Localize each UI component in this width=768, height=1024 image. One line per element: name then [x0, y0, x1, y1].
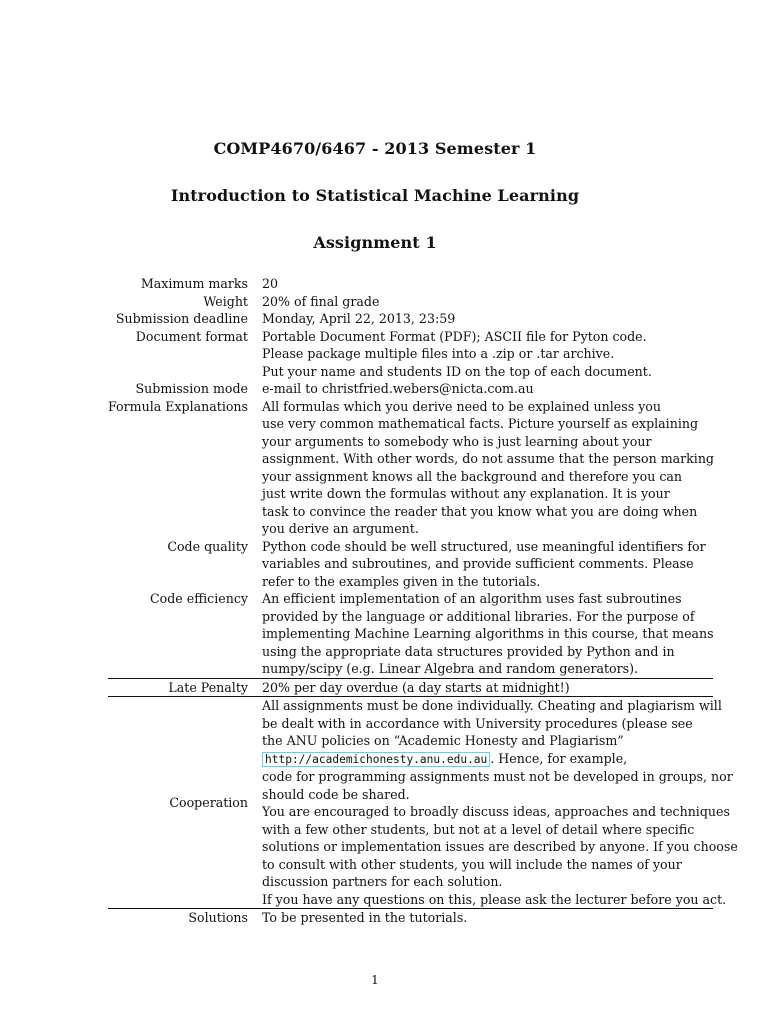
cooperation-text-after [262, 768, 738, 908]
text-line: using the appropriate data structures provided by Python and in [262, 643, 675, 659]
content-quality [262, 538, 713, 591]
row-formula [108, 398, 713, 538]
label-mode: Submission mode [135, 381, 248, 396]
text-line: provided by the language or additional libraries. For the purpose of [262, 608, 695, 624]
page-number: 1 [371, 973, 379, 987]
text-line: be dealt with in accordance with University procedures (please see [262, 715, 693, 731]
label-deadline: Submission deadline [115, 311, 248, 326]
row-quality [108, 538, 713, 591]
label-quality: Code quality [167, 538, 248, 554]
text-line: assignment. With other words, do not assume that the person marking [262, 451, 714, 466]
cooperation-url-line [262, 750, 738, 769]
row-solutions [108, 909, 713, 927]
text-line: use very common mathematical facts. Picture yourself as explaining [262, 416, 699, 431]
label-solutions: Solutions [188, 910, 248, 925]
academic-honesty-link[interactable]: http://academichonesty.anu.edu.au [262, 752, 490, 767]
label-max-marks: Maximum marks [140, 276, 248, 291]
text-line: Please package multiple files into a .zip or .tar archive. [262, 346, 615, 361]
content-solutions [262, 909, 713, 927]
text-line: e-mail to christfried.webers@nicta.com.au [262, 381, 534, 396]
text-line: solutions or implementation issues are described by anyone. If you choose [262, 839, 738, 854]
content-weight [262, 293, 713, 311]
row-mode [108, 380, 713, 398]
text-line: 20% per day overdue (a day starts at midnight!) [262, 679, 570, 695]
text-line: 20% of final grade [262, 293, 380, 309]
text-line: just write down the formulas without any explanation. It is your [262, 486, 670, 501]
text-line: 20 [262, 276, 279, 291]
cooperation-text-before [262, 697, 738, 750]
text-line: If you have any questions on this, please ask the lecturer before you act. [262, 891, 727, 907]
text-line: your arguments to somebody who is just learning about your [262, 433, 652, 449]
text-line: task to convince the reader that you know what you are doing when [262, 503, 698, 519]
content-cooperation [262, 697, 738, 908]
text-line: All assignments must be done individually. Cheating and plagiarism will [262, 698, 722, 713]
text-line: To be presented in the tutorials. [262, 910, 468, 925]
text-line: numpy/scipy (e.g. Linear Algebra and random generators). [262, 661, 639, 676]
text-line: An efficient implementation of an algorithm uses fast subroutines [262, 591, 682, 606]
subject-title: Introduction to Statistical Machine Learning [170, 186, 580, 205]
text-line: your assignment knows all the background and therefore you can [262, 468, 682, 484]
content-late-penalty [262, 679, 713, 697]
content-efficiency [262, 590, 714, 678]
row-weight [108, 293, 713, 311]
text-line: with a few other students, but not at a level of detail where specific [262, 821, 695, 837]
content-formula [262, 398, 714, 538]
row-efficiency [108, 590, 713, 678]
label-efficiency: Code efficiency [150, 591, 248, 606]
label-format: Document format [135, 328, 248, 344]
text-line: refer to the examples given in the tutorials. [262, 573, 541, 589]
text-line: to consult with other students, you will include the names of your [262, 856, 682, 872]
text-line: Portable Document Format (PDF); ASCII file for Pyton code. [262, 328, 647, 344]
course-title: COMP4670/6467 - 2013 Semester 1 [213, 139, 537, 158]
text-line: discussion partners for each solution. [262, 874, 503, 889]
text-line: Put your name and students ID on the top of each document. [262, 363, 652, 379]
content-max-marks [262, 275, 713, 293]
content-deadline [262, 310, 713, 328]
text-line: Monday, April 22, 2013, 23:59 [262, 311, 456, 326]
text-line: the ANU policies on “Academic Honesty and Plagiarism” [262, 733, 624, 748]
row-max-marks [108, 275, 713, 293]
label-cooperation: Cooperation [169, 794, 248, 810]
text-line: Python code should be well structured, use meaningful identifiers for [262, 538, 706, 554]
label-late-penalty: Late Penalty [168, 679, 248, 695]
assignment-title: Assignment 1 [313, 233, 437, 252]
url-suffix: . Hence, for example, [490, 750, 628, 766]
row-deadline [108, 310, 713, 328]
text-line: You are encouraged to broadly discuss ideas, approaches and techniques [262, 804, 730, 819]
row-late-penalty [108, 678, 713, 698]
label-weight: Weight [203, 293, 248, 309]
content-mode [262, 380, 713, 398]
text-line: All formulas which you derive need to be explained unless you [262, 398, 661, 414]
text-line: you derive an argument. [262, 521, 419, 536]
row-cooperation [108, 697, 738, 909]
label-formula: Formula Explanations [108, 398, 249, 414]
row-format [108, 328, 713, 381]
content-format [262, 328, 713, 381]
text-line: implementing Machine Learning algorithms in this course, that means [262, 626, 714, 641]
assignment-info-table [108, 275, 738, 927]
text-line: variables and subroutines, and provide sufficient comments. Please [262, 556, 694, 571]
text-line: should code be shared. [262, 786, 410, 802]
text-line: code for programming assignments must not be developed in groups, nor [262, 769, 733, 784]
